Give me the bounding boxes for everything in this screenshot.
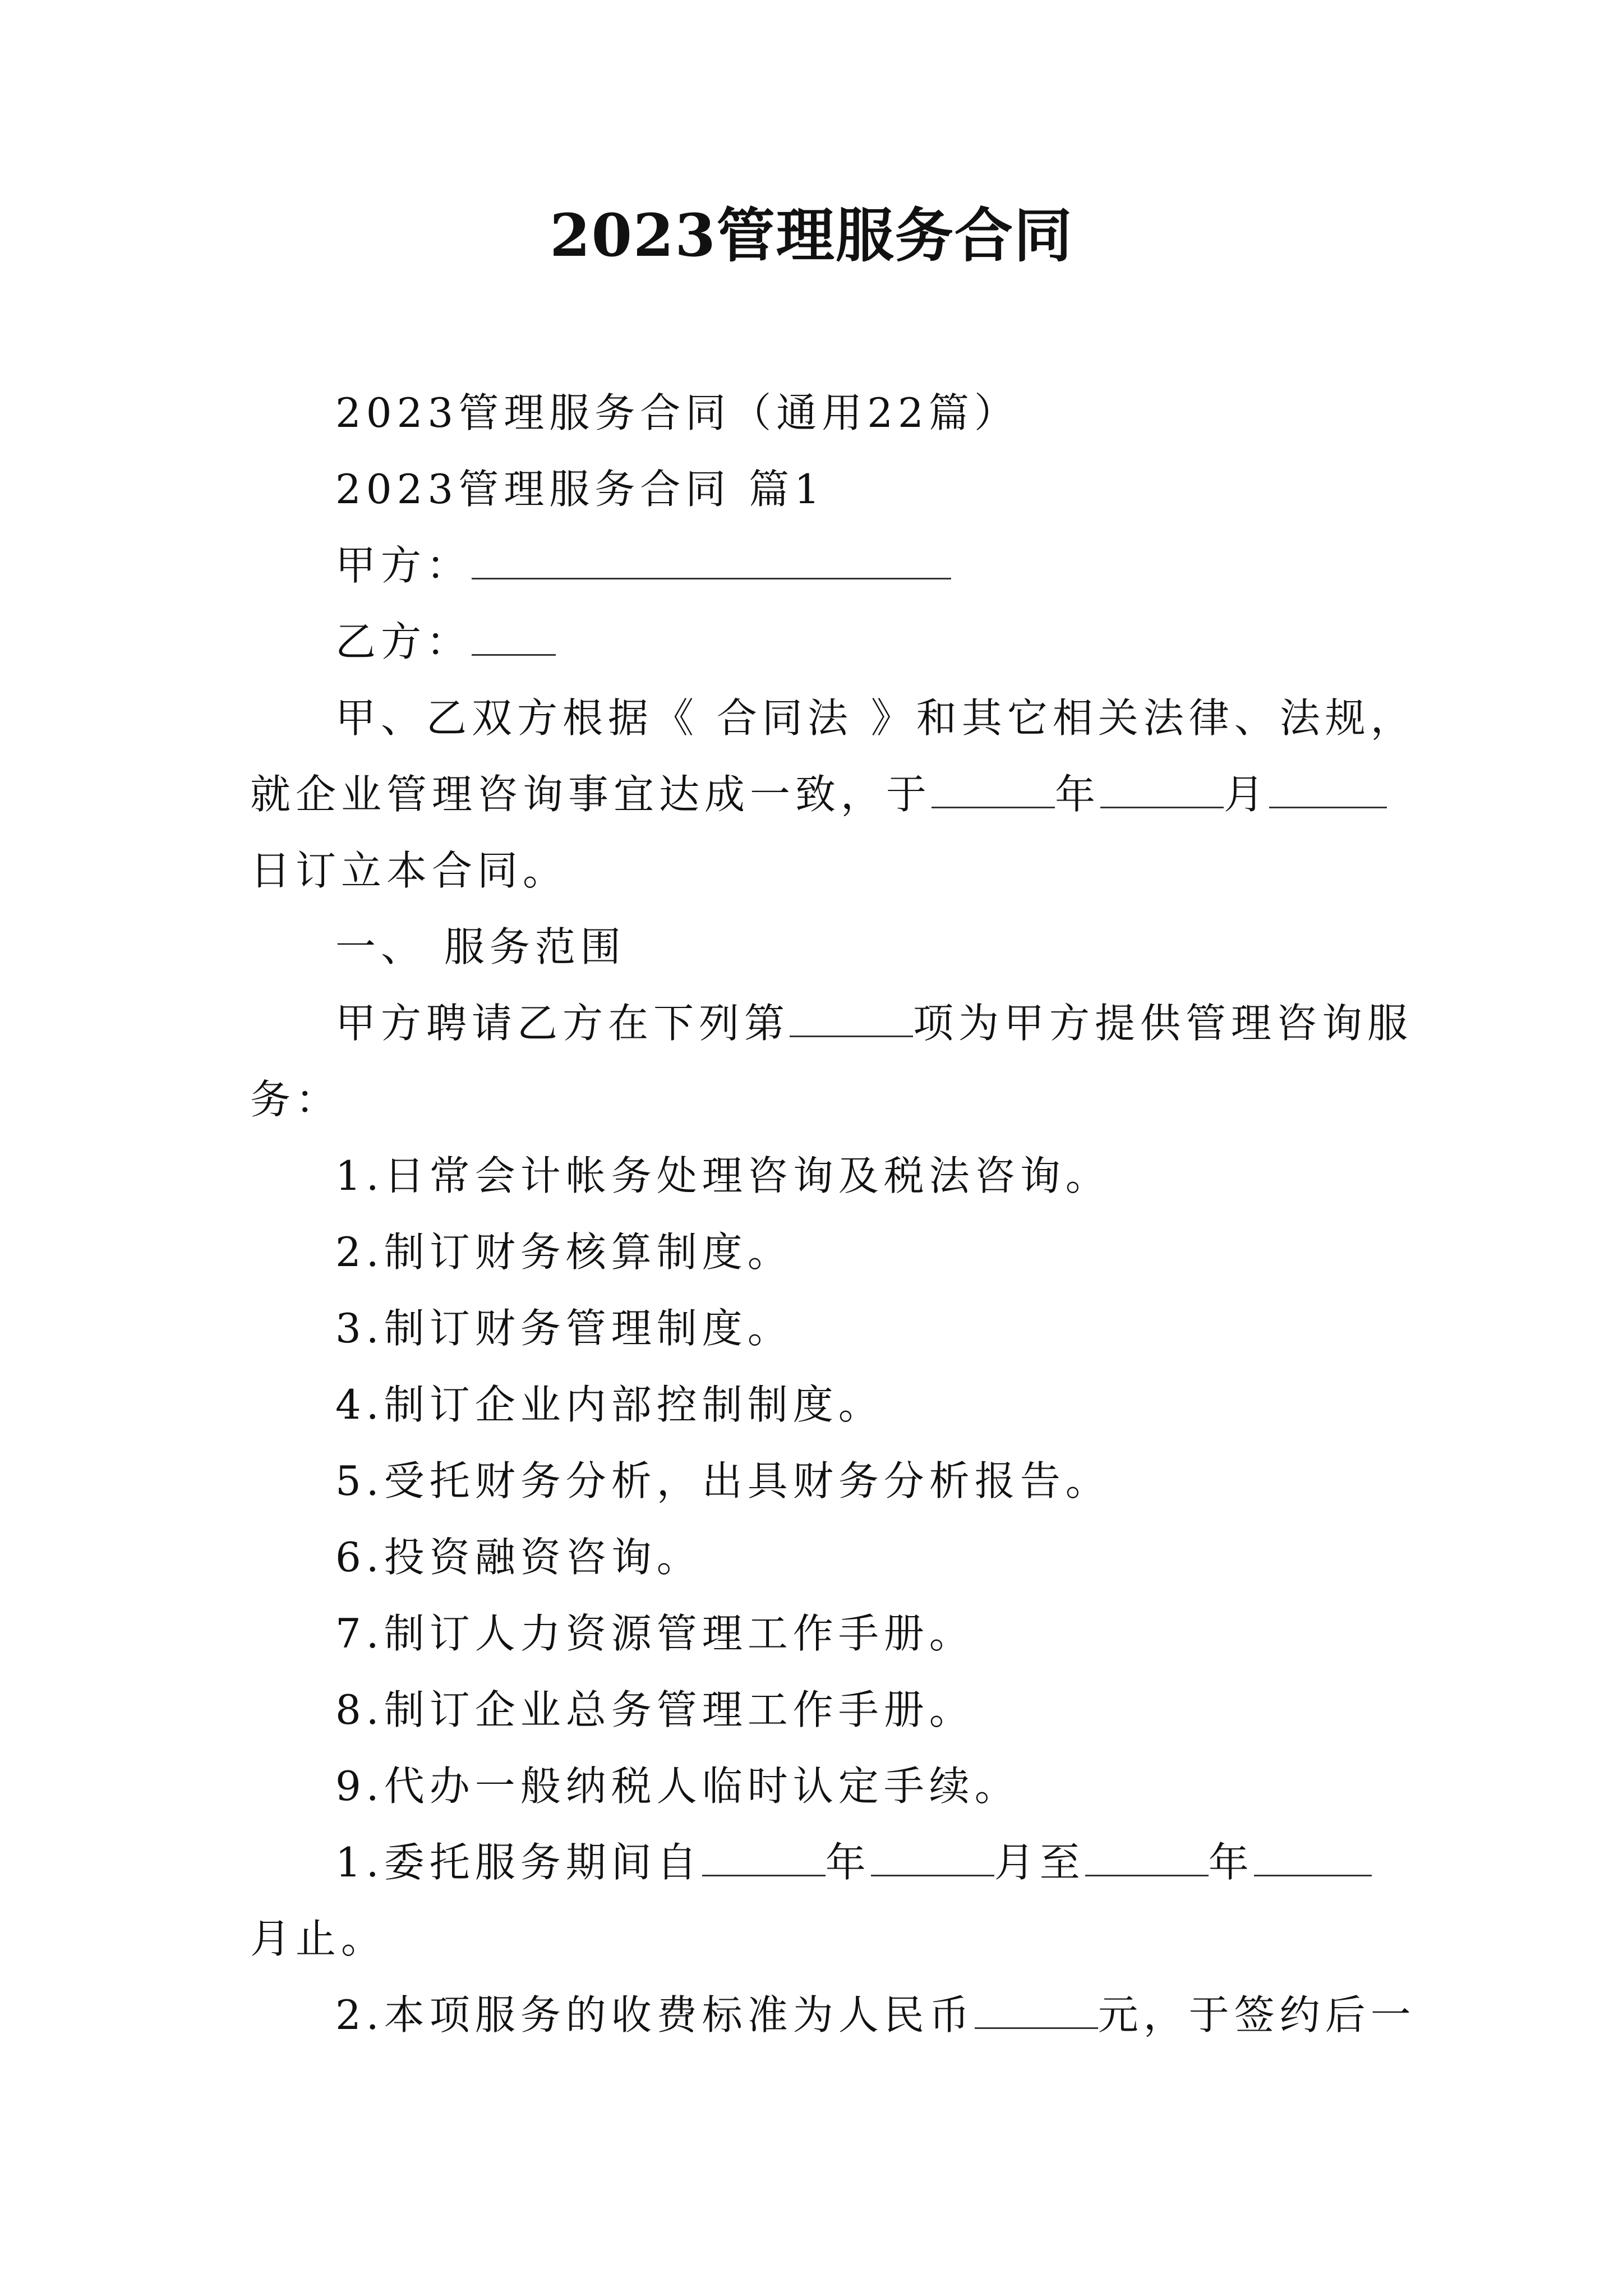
end-year-blank (1085, 1840, 1209, 1876)
intro-month-label: 月 (1224, 771, 1270, 818)
fee-text-a: 2.本项服务的收费标准为人民币 (335, 1991, 975, 2039)
scope-paragraph-line-1 (335, 995, 1413, 1051)
day-blank (1269, 772, 1387, 808)
term-to-label: 月至 (994, 1839, 1085, 1886)
intro-paragraph-line-1: 甲、乙双方根据《 合同法 》和其它相关法律、法规， (335, 694, 1416, 742)
section-heading: 2023管理服务合同 篇1 (335, 466, 825, 513)
list-item: 1.日常会计帐务处理咨询及税法咨询。 (335, 1152, 1111, 1199)
list-item: 7.制订人力资源管理工作手册。 (335, 1610, 975, 1657)
start-month-blank (871, 1840, 994, 1876)
intro-paragraph-line-3: 日订立本合同。 (250, 847, 569, 894)
intro-text-a: 就企业管理咨询事宜达成一致，于 (250, 771, 932, 818)
list-item: 8.制订企业总务管理工作手册。 (335, 1686, 975, 1733)
party-a-line (335, 537, 951, 593)
list-item: 5.受托财务分析，出具财务分析报告。 (335, 1457, 1111, 1504)
item-number-blank (790, 1001, 913, 1037)
end-month-blank (1254, 1840, 1372, 1876)
clause-heading-scope: 一、 服务范围 (335, 923, 626, 970)
list-item: 2.制订财务核算制度。 (335, 1228, 793, 1276)
party-a-label: 甲方： (335, 542, 472, 589)
party-b-line (335, 614, 556, 670)
month-blank (1100, 772, 1224, 808)
list-item: 6.投资融资咨询。 (335, 1534, 702, 1581)
start-year-blank (702, 1840, 826, 1876)
intro-year-label: 年 (1055, 771, 1101, 818)
list-item: 3.制订财务管理制度。 (335, 1305, 793, 1352)
year-blank (932, 772, 1055, 808)
term-paragraph-line-1 (335, 1834, 1372, 1890)
fee-amount-blank (975, 1993, 1098, 2029)
document-title: 2023管理服务合同 (550, 201, 1073, 270)
party-a-blank (472, 543, 951, 579)
scope-paragraph-line-2: 务： (250, 1076, 342, 1123)
fee-text-b: 元，于签约后一 (1098, 1991, 1416, 2039)
list-item: 9.代办一般纳税人临时认定手续。 (335, 1763, 1020, 1810)
term-paragraph-line-2: 月止。 (250, 1915, 387, 1962)
party-b-blank (472, 619, 556, 656)
list-item: 4.制订企业内部控制制度。 (335, 1381, 884, 1428)
document-subtitle: 2023管理服务合同（通用22篇） (335, 389, 1020, 436)
term-year-label-2: 年 (1208, 1839, 1254, 1886)
scope-text-b: 项为甲方提供管理咨询服 (913, 1000, 1413, 1047)
party-b-label: 乙方： (335, 618, 472, 665)
intro-paragraph-line-2 (250, 766, 1387, 822)
scope-text-a: 甲方聘请乙方在下列第 (335, 1000, 790, 1047)
term-year-label: 年 (825, 1839, 871, 1886)
fee-paragraph-line-1 (335, 1987, 1416, 2043)
term-text-a: 1.委托服务期间自 (335, 1839, 702, 1886)
